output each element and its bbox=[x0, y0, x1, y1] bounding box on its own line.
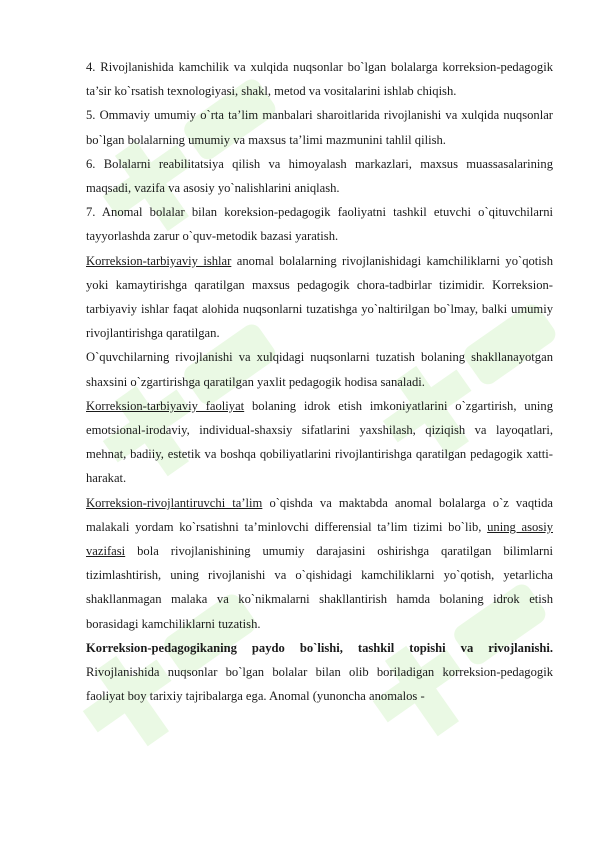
paragraph-text: bolaning idrok etish imkoniyatlarini o`zgartirish, uning emotsional-irodaviy, individual-shaxsiy sifatlarini yaxshilash, qiziqish va layoqatlari, mehnat, badiiy, estetik va boshqa qobiliyatlarini rivojlantirishga qaratilgan pedagogik xatti-harakat. bbox=[86, 398, 553, 486]
document-body bbox=[86, 55, 553, 708]
list-item-6: 6. Bolalarni reabilitatsiya qilish va himoyalash markazlari, maxsus muassasalarining maqsadi, vazifa va asosiy yo`nalishlarini aniqlash. bbox=[86, 156, 553, 196]
paragraph-student-development: O`quvchilarning rivojlanishi va xulqidagi nuqsonlarni tuzatish bolaning shakllanayotgan shaxsini o`zgartirishga qaratilgan yaxlit pedagogik hodisa sanaladi. bbox=[86, 350, 553, 389]
term-correctional-educational-work: Korreksion-tarbiyaviy ishlar bbox=[86, 253, 232, 268]
paragraph-text: bola rivojlanishining umumiy darajasini oshirishga qaratilgan bilimlarni tizimlashtirish, uning rivojlanishi va o`qishidagi kamchiliklarni yo`qotish, yetarlicha shakllanmagan malaka va ko`nikmalarni shakllantirish hamda bolaning idrok etish borasidagi kamchiliklarni tuzatish. bbox=[86, 544, 553, 631]
term-correctional-educational-activity: Korreksion-tarbiyaviy faoliyat bbox=[86, 398, 245, 413]
term-correctional-developmental-education: Korreksion-rivojlantiruvchi ta’lim bbox=[86, 495, 263, 510]
paragraph-text: anomal bolalarning rivojlanishidagi kamchiliklarni yo`qotish yoki kamaytirishga qaratilgan maxsus pedagogik chora-tadbirlar tizimidir. Korreksion-tarbiyaviy ishlar faqat alohida nuqsonlarni tuzatishga yo`naltirilgan bo`lmay, balki umumiy rivojlantirishga qaratilgan. bbox=[86, 253, 553, 341]
paragraph-text: o`qishda va maktabda anomal bolalarga o`z vaqtida malakali yordam ko`rsatishni ta’minlovchi differensial ta’lim tizimi bo`lib, bbox=[86, 495, 553, 534]
section-heading: Korreksion-pedagogikaning paydo bo`lishi, tashkil topishi va rivojlanishi. bbox=[86, 640, 553, 655]
paragraph-history-section bbox=[86, 636, 553, 709]
paragraph-text: Rivojlanishida nuqsonlar bo`lgan bolalar bilan olib boriladigan korreksion-pedagogik faoliyat boy tarixiy tajribalarga ega. Anomal (yunoncha anomalos - bbox=[86, 665, 553, 704]
paragraph-correctional-educational-activity bbox=[86, 394, 553, 491]
term-main-task: uning asosiy vazifasi bbox=[86, 519, 553, 559]
list-item-5: 5. Ommaviy umumiy o`rta ta’lim manbalari sharoitlarida rivojlanishi va xulqida nuqsonlar bo`lgan bolalarning umumiy va maxsus ta’limi mazmunini tahlil qilish. bbox=[86, 108, 553, 147]
paragraph-correctional-developmental-education bbox=[86, 491, 553, 636]
list-item-7: 7. Anomal bolalar bilan koreksion-pedagogik faoliyatni tashkil etuvchi o`qituvchilarni tayyorlashda zarur o`quv-metodik bazasi yaratish. bbox=[86, 205, 553, 244]
paragraph-correctional-educational-work bbox=[86, 249, 553, 346]
list-item-4: 4. Rivojlanishida kamchilik va xulqida nuqsonlar bo`lgan bolalarga korreksion-pedagogik ta’sir ko`rsatish texnologiyasi, shakl, metod va vositalarini ishlab chiqish. bbox=[86, 60, 553, 99]
